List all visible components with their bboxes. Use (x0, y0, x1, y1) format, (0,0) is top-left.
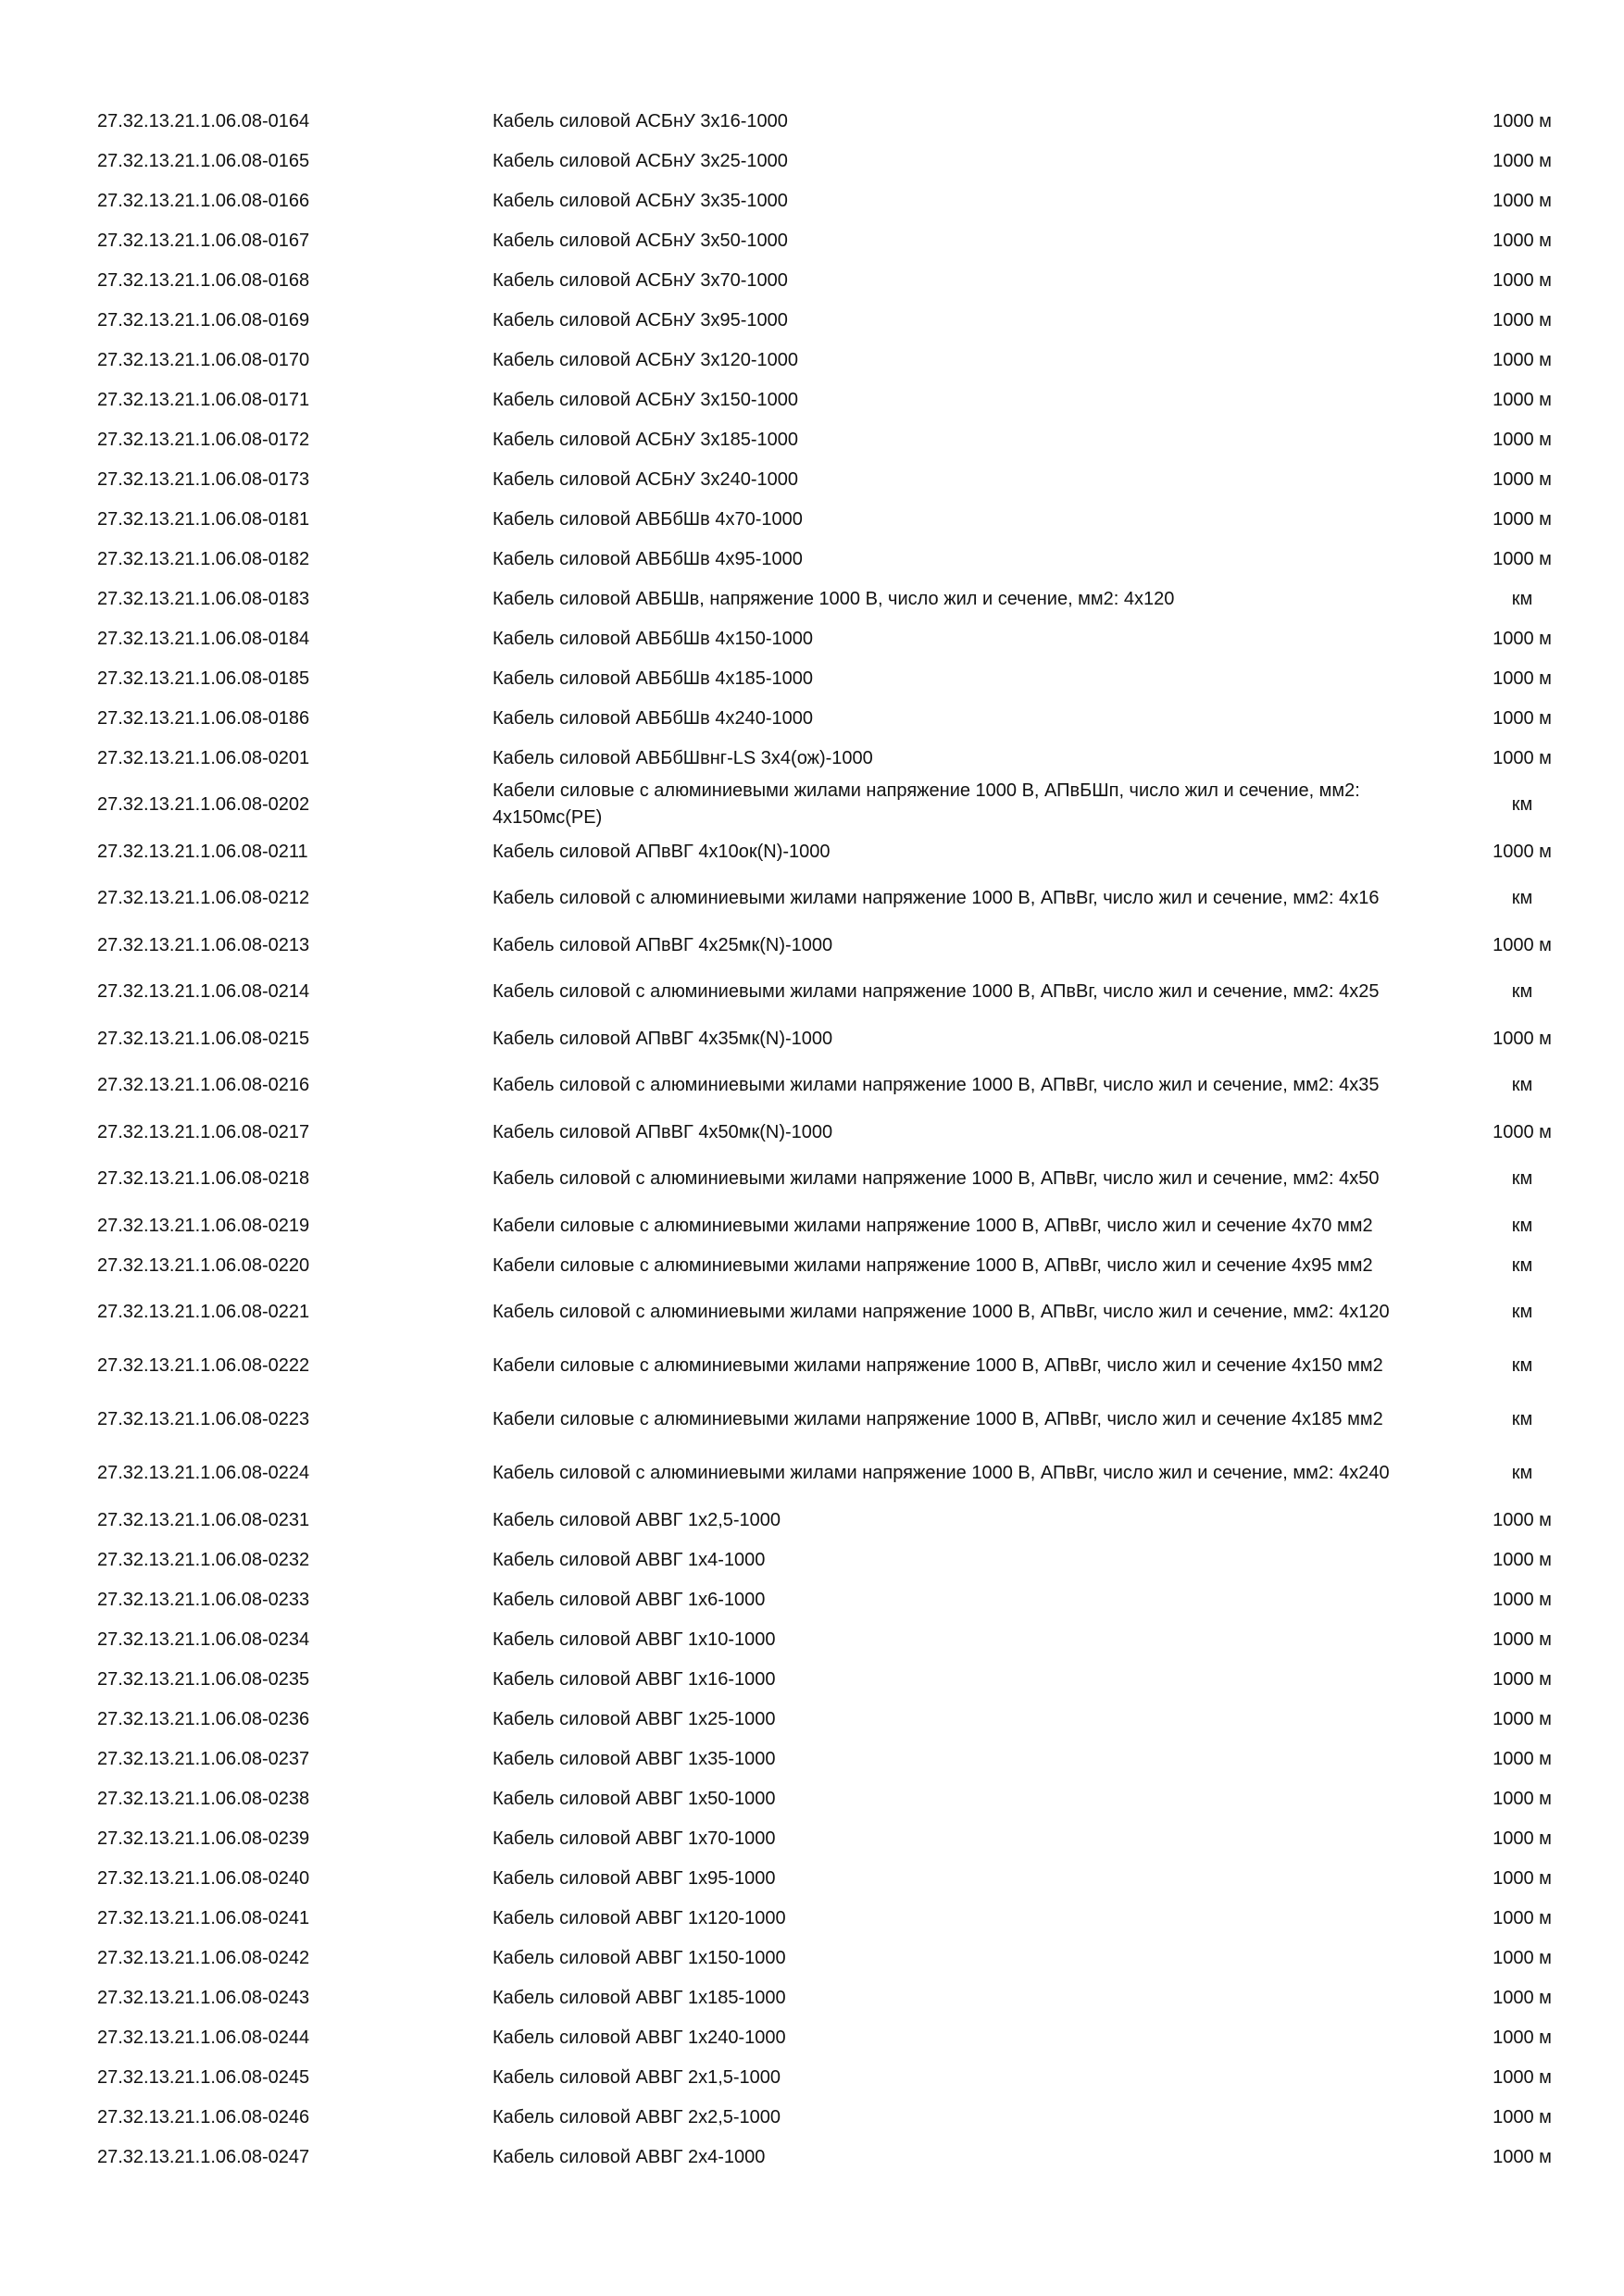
resource-name: Кабель силовой АВВГ 2х4-1000 (493, 2146, 766, 2167)
unit-of-measure: 1000 м (1493, 1628, 1552, 1650)
resource-code: 27.32.13.21.1.06.08-0171 (97, 389, 310, 410)
resource-name: Кабель силовой АСБнУ 3х150-1000 (493, 389, 798, 410)
unit-of-measure: км (1511, 1355, 1533, 1376)
resource-name: Кабель силовой АВВГ 1х240-1000 (493, 2027, 786, 2048)
resource-name: Кабели силовые с алюминиевыми жилами напряжение 1000 В, АПвВг, число жил и сечение 4х95 мм2 (493, 1254, 1373, 1276)
resource-name: Кабель силовой АПвВГ 4х25мк(N)-1000 (493, 934, 833, 955)
resource-name-cell (493, 108, 1465, 134)
unit-of-measure: 1000 м (1493, 2106, 1552, 2128)
resource-code: 27.32.13.21.1.06.08-0212 (97, 888, 310, 908)
unit-of-measure: 1000 м (1493, 1708, 1552, 1729)
resource-name-cell (493, 626, 1465, 652)
resource-name-cell (493, 347, 1465, 373)
resource-name-cell (493, 1166, 1465, 1192)
resource-code: 27.32.13.21.1.06.08-0216 (97, 1075, 310, 1095)
unit-of-measure: 1000 м (1493, 1828, 1552, 1849)
resource-name-cell (493, 1786, 1465, 1812)
table-row (97, 1579, 1579, 1619)
unit-of-measure: 1000 м (1493, 1549, 1552, 1570)
resource-code: 27.32.13.21.1.06.08-0169 (97, 309, 310, 331)
unit-of-measure: 1000 м (1493, 110, 1552, 131)
table-row (97, 1898, 1579, 1938)
resource-name-cell (493, 778, 1465, 831)
resource-code: 27.32.13.21.1.06.08-0235 (97, 1668, 310, 1690)
table-row (97, 1778, 1579, 1818)
resource-name: Кабель силовой АПвВГ 4х35мк(N)-1000 (493, 1028, 833, 1049)
table-row (97, 499, 1579, 539)
resource-name: Кабель силовой с алюминиевыми жилами напряжение 1000 В, АПвВг, число жил и сечение, мм2: 4х16 (493, 887, 1380, 908)
resource-name-cell (493, 1213, 1465, 1239)
resource-code: 27.32.13.21.1.06.08-0166 (97, 190, 310, 211)
resource-name: Кабель силовой АВБбШвнг-LS 3х4(ож)-1000 (493, 747, 873, 768)
resource-name: Кабели силовые с алюминиевыми жилами напряжение 1000 В, АПвВг, число жил и сечение 4х150 мм2 (493, 1354, 1383, 1376)
resource-code: 27.32.13.21.1.06.08-0234 (97, 1628, 310, 1650)
resource-name: Кабели силовые с алюминиевыми жилами напряжение 1000 В, АПвВг, число жил и сечение 4х185 мм2 (493, 1408, 1383, 1429)
unit-of-measure: 1000 м (1493, 349, 1552, 370)
resource-code: 27.32.13.21.1.06.08-0184 (97, 628, 310, 649)
resource-code: 27.32.13.21.1.06.08-0173 (97, 468, 310, 490)
resource-name-cell (493, 586, 1465, 612)
resource-name: Кабель силовой АВВГ 1х2,5-1000 (493, 1509, 781, 1530)
resource-name: Кабели силовые с алюминиевыми жилами напряжение 1000 В, АПвБШп, число жил и сечение, мм2: 4х150мс(PE) (493, 780, 1360, 828)
resource-code: 27.32.13.21.1.06.08-0245 (97, 2066, 310, 2088)
unit-of-measure: км (1511, 1215, 1533, 1236)
unit-of-measure: 1000 м (1493, 934, 1552, 955)
resource-name: Кабель силовой с алюминиевыми жилами напряжение 1000 В, АПвВг, число жил и сечение, мм2: 4х120 (493, 1301, 1390, 1322)
table-row (97, 459, 1579, 499)
table-row (97, 1018, 1579, 1058)
resource-name-cell (493, 268, 1465, 293)
resource-name-cell (493, 2025, 1465, 2051)
resource-name-cell (493, 1746, 1465, 1772)
resource-name: Кабель силовой АВВГ 1х6-1000 (493, 1589, 766, 1610)
resource-code: 27.32.13.21.1.06.08-0164 (97, 110, 310, 131)
table-row (97, 220, 1579, 260)
unit-of-measure: км (1511, 1075, 1533, 1095)
resource-code: 27.32.13.21.1.06.08-0220 (97, 1254, 310, 1276)
unit-of-measure: 1000 м (1493, 841, 1552, 862)
resource-code: 27.32.13.21.1.06.08-0239 (97, 1828, 310, 1849)
table-row (97, 141, 1579, 181)
resource-name-cell (493, 932, 1465, 958)
unit-of-measure: 1000 м (1493, 548, 1552, 569)
unit-of-measure: 1000 м (1493, 628, 1552, 649)
unit-of-measure: км (1511, 794, 1533, 815)
table-row (97, 1245, 1579, 1285)
table-row (97, 658, 1579, 698)
resource-name: Кабель силовой АВБбШв 4х95-1000 (493, 548, 803, 569)
price-list-table (97, 101, 1579, 2177)
resource-name-cell (493, 427, 1465, 453)
unit-of-measure: км (1511, 981, 1533, 1002)
resource-name-cell (493, 839, 1465, 865)
unit-of-measure: 1000 м (1493, 1028, 1552, 1049)
table-row (97, 1152, 1579, 1205)
resource-name-cell (493, 666, 1465, 692)
resource-name: Кабель силовой АСБнУ 3х16-1000 (493, 110, 788, 131)
resource-code: 27.32.13.21.1.06.08-0242 (97, 1947, 310, 1968)
resource-name: Кабель силовой АПвВГ 4х50мк(N)-1000 (493, 1121, 833, 1142)
resource-name: Кабель силовой АВВГ 1х185-1000 (493, 1987, 786, 2008)
resource-code: 27.32.13.21.1.06.08-0240 (97, 1867, 310, 1889)
resource-name-cell (493, 1253, 1465, 1279)
unit-of-measure: км (1511, 888, 1533, 908)
table-row (97, 260, 1579, 300)
resource-name-cell (493, 1587, 1465, 1613)
resource-name: Кабель силовой АВБбШв 4х150-1000 (493, 628, 813, 649)
unit-of-measure: 1000 м (1493, 2027, 1552, 2048)
unit-of-measure: 1000 м (1493, 1788, 1552, 1809)
resource-name: Кабель силовой АСБнУ 3х95-1000 (493, 309, 788, 331)
unit-of-measure: 1000 м (1493, 2066, 1552, 2088)
resource-code: 27.32.13.21.1.06.08-0182 (97, 548, 310, 569)
table-row (97, 181, 1579, 220)
resource-name: Кабель силовой с алюминиевыми жилами напряжение 1000 В, АПвВг, число жил и сечение, мм2: 4х25 (493, 980, 1380, 1002)
resource-name-cell (493, 1905, 1465, 1931)
table-row (97, 1818, 1579, 1858)
resource-code: 27.32.13.21.1.06.08-0233 (97, 1589, 310, 1610)
unit-of-measure: 1000 м (1493, 429, 1552, 450)
unit-of-measure: км (1511, 1168, 1533, 1189)
resource-name: Кабели силовые с алюминиевыми жилами напряжение 1000 В, АПвВг, число жил и сечение 4х70 мм2 (493, 1215, 1373, 1236)
table-row (97, 1392, 1579, 1446)
resource-code: 27.32.13.21.1.06.08-0238 (97, 1788, 310, 1809)
unit-of-measure: 1000 м (1493, 1907, 1552, 1928)
resource-code: 27.32.13.21.1.06.08-0219 (97, 1215, 310, 1236)
table-row (97, 1112, 1579, 1152)
resource-name-cell (493, 1072, 1465, 1099)
resource-code: 27.32.13.21.1.06.08-0218 (97, 1168, 310, 1189)
resource-code: 27.32.13.21.1.06.08-0247 (97, 2146, 310, 2167)
unit-of-measure: 1000 м (1493, 1589, 1552, 1610)
resource-code: 27.32.13.21.1.06.08-0217 (97, 1121, 310, 1142)
table-row (97, 925, 1579, 965)
resource-name: Кабель силовой АСБнУ 3х185-1000 (493, 429, 798, 450)
resource-code: 27.32.13.21.1.06.08-0201 (97, 747, 310, 768)
resource-code: 27.32.13.21.1.06.08-0215 (97, 1028, 310, 1049)
resource-name: Кабель силовой АСБнУ 3х35-1000 (493, 190, 788, 211)
unit-of-measure: км (1511, 1463, 1533, 1483)
unit-of-measure: 1000 м (1493, 1987, 1552, 2008)
resource-name: Кабель силовой АСБнУ 3х240-1000 (493, 468, 798, 490)
resource-name-cell (493, 885, 1465, 912)
table-row (97, 1540, 1579, 1579)
table-row (97, 965, 1579, 1018)
resource-name-cell (493, 2065, 1465, 2090)
resource-name-cell (493, 745, 1465, 771)
resource-code: 27.32.13.21.1.06.08-0181 (97, 508, 310, 530)
table-row (97, 2017, 1579, 2057)
unit-of-measure: 1000 м (1493, 269, 1552, 291)
unit-of-measure: 1000 м (1493, 1668, 1552, 1690)
resource-name-cell (493, 467, 1465, 493)
unit-of-measure: 1000 м (1493, 1121, 1552, 1142)
table-row (97, 2057, 1579, 2097)
table-row (97, 1938, 1579, 1978)
resource-code: 27.32.13.21.1.06.08-0211 (97, 841, 308, 862)
resource-code: 27.32.13.21.1.06.08-0167 (97, 230, 310, 251)
resource-name: Кабель силовой АВВГ 1х120-1000 (493, 1907, 786, 1928)
resource-code: 27.32.13.21.1.06.08-0232 (97, 1549, 310, 1570)
table-row (97, 738, 1579, 778)
resource-name: Кабель силовой АВВГ 1х16-1000 (493, 1668, 776, 1690)
table-row (97, 380, 1579, 419)
table-row (97, 778, 1579, 831)
resource-code: 27.32.13.21.1.06.08-0170 (97, 349, 310, 370)
resource-name-cell (493, 1985, 1465, 2011)
resource-name: Кабель силовой АВВГ 1х50-1000 (493, 1788, 776, 1809)
resource-name-cell (493, 2104, 1465, 2130)
resource-code: 27.32.13.21.1.06.08-0241 (97, 1907, 310, 1928)
resource-name-cell (493, 2144, 1465, 2170)
resource-name: Кабель силовой АВВГ 2х1,5-1000 (493, 2066, 781, 2088)
resource-name-cell (493, 1406, 1465, 1433)
resource-name: Кабель силовой АСБнУ 3х25-1000 (493, 150, 788, 171)
unit-of-measure: 1000 м (1493, 389, 1552, 410)
resource-name: Кабель силовой АСБнУ 3х50-1000 (493, 230, 788, 251)
resource-code: 27.32.13.21.1.06.08-0244 (97, 2027, 310, 2048)
resource-name: Кабель силовой АВБбШв 4х240-1000 (493, 707, 813, 729)
resource-name-cell (493, 979, 1465, 1005)
unit-of-measure: 1000 м (1493, 668, 1552, 689)
table-row (97, 1858, 1579, 1898)
resource-code: 27.32.13.21.1.06.08-0172 (97, 429, 310, 450)
resource-code: 27.32.13.21.1.06.08-0237 (97, 1748, 310, 1769)
resource-name: Кабель силовой АВВГ 1х150-1000 (493, 1947, 786, 1968)
table-row (97, 1446, 1579, 1500)
resource-name-cell (493, 1866, 1465, 1891)
resource-code: 27.32.13.21.1.06.08-0236 (97, 1708, 310, 1729)
unit-of-measure: 1000 м (1493, 1947, 1552, 1968)
table-row (97, 871, 1579, 925)
resource-code: 27.32.13.21.1.06.08-0231 (97, 1509, 310, 1530)
resource-name-cell (493, 387, 1465, 413)
resource-name: Кабель силовой АВБШв, напряжение 1000 В, число жил и сечение, мм2: 4х120 (493, 588, 1175, 609)
resource-name: Кабель силовой с алюминиевыми жилами напряжение 1000 В, АПвВг, число жил и сечение, мм2: 4х240 (493, 1462, 1390, 1483)
unit-of-measure: км (1511, 1254, 1533, 1276)
table-row (97, 300, 1579, 340)
resource-name: Кабель силовой АВВГ 1х4-1000 (493, 1549, 766, 1570)
resource-name-cell (493, 1547, 1465, 1573)
resource-name: Кабель силовой АПвВГ 4х10ок(N)-1000 (493, 841, 831, 862)
resource-code: 27.32.13.21.1.06.08-0243 (97, 1987, 310, 2008)
resource-name-cell (493, 546, 1465, 572)
resource-name: Кабель силовой АВВГ 2х2,5-1000 (493, 2106, 781, 2128)
resource-code: 27.32.13.21.1.06.08-0202 (97, 794, 310, 815)
resource-name: Кабель силовой АСБнУ 3х70-1000 (493, 269, 788, 291)
table-row (97, 698, 1579, 738)
resource-name: Кабель силовой АВБбШв 4х185-1000 (493, 668, 813, 689)
resource-name-cell (493, 1826, 1465, 1852)
table-row (97, 1058, 1579, 1112)
resource-name: Кабель силовой АВВГ 1х35-1000 (493, 1748, 776, 1769)
table-row (97, 1619, 1579, 1659)
unit-of-measure: 1000 м (1493, 230, 1552, 251)
resource-name-cell (493, 307, 1465, 333)
unit-of-measure: км (1511, 1409, 1533, 1429)
resource-name-cell (493, 1627, 1465, 1653)
table-row (97, 1659, 1579, 1699)
resource-name: Кабель силовой АВВГ 1х95-1000 (493, 1867, 776, 1889)
table-row (97, 1500, 1579, 1540)
table-row (97, 1205, 1579, 1245)
table-row (97, 419, 1579, 459)
resource-name: Кабель силовой АВВГ 1х10-1000 (493, 1628, 776, 1650)
resource-name: Кабель силовой АВВГ 1х70-1000 (493, 1828, 776, 1849)
table-row (97, 1339, 1579, 1392)
unit-of-measure: км (1511, 1302, 1533, 1322)
resource-code: 27.32.13.21.1.06.08-0214 (97, 981, 310, 1002)
resource-code: 27.32.13.21.1.06.08-0165 (97, 150, 310, 171)
resource-name-cell (493, 1945, 1465, 1971)
unit-of-measure: 1000 м (1493, 508, 1552, 530)
unit-of-measure: 1000 м (1493, 190, 1552, 211)
resource-code: 27.32.13.21.1.06.08-0246 (97, 2106, 310, 2128)
table-row (97, 831, 1579, 871)
table-row (97, 101, 1579, 141)
unit-of-measure: 1000 м (1493, 1509, 1552, 1530)
resource-code: 27.32.13.21.1.06.08-0183 (97, 588, 310, 609)
resource-name: Кабель силовой АВБбШв 4х70-1000 (493, 508, 803, 530)
resource-code: 27.32.13.21.1.06.08-0223 (97, 1409, 310, 1429)
table-row (97, 579, 1579, 618)
resource-name-cell (493, 1299, 1465, 1326)
resource-name-cell (493, 1507, 1465, 1533)
table-row (97, 539, 1579, 579)
resource-name: Кабель силовой с алюминиевыми жилами напряжение 1000 В, АПвВг, число жил и сечение, мм2: 4х35 (493, 1074, 1380, 1095)
resource-name-cell (493, 1460, 1465, 1487)
table-row (97, 1699, 1579, 1739)
resource-name-cell (493, 188, 1465, 214)
resource-code: 27.32.13.21.1.06.08-0213 (97, 934, 310, 955)
table-row (97, 618, 1579, 658)
resource-name-cell (493, 228, 1465, 254)
table-row (97, 2137, 1579, 2177)
resource-code: 27.32.13.21.1.06.08-0222 (97, 1355, 310, 1376)
resource-code: 27.32.13.21.1.06.08-0186 (97, 707, 310, 729)
unit-of-measure: 1000 м (1493, 707, 1552, 729)
resource-name-cell (493, 1706, 1465, 1732)
resource-name-cell (493, 1026, 1465, 1052)
resource-name: Кабель силовой АВВГ 1х25-1000 (493, 1708, 776, 1729)
table-row (97, 1978, 1579, 2017)
table-row (97, 2097, 1579, 2137)
unit-of-measure: 1000 м (1493, 309, 1552, 331)
resource-name-cell (493, 705, 1465, 731)
table-row (97, 1739, 1579, 1778)
table-row (97, 340, 1579, 380)
unit-of-measure: 1000 м (1493, 2146, 1552, 2167)
unit-of-measure: 1000 м (1493, 150, 1552, 171)
resource-code: 27.32.13.21.1.06.08-0221 (97, 1302, 310, 1322)
resource-code: 27.32.13.21.1.06.08-0224 (97, 1463, 310, 1483)
unit-of-measure: 1000 м (1493, 468, 1552, 490)
resource-name-cell (493, 506, 1465, 532)
resource-name: Кабель силовой АСБнУ 3х120-1000 (493, 349, 798, 370)
unit-of-measure: 1000 м (1493, 1748, 1552, 1769)
resource-name-cell (493, 1119, 1465, 1145)
unit-of-measure: км (1511, 588, 1533, 609)
resource-name: Кабель силовой с алюминиевыми жилами напряжение 1000 В, АПвВг, число жил и сечение, мм2: 4х50 (493, 1167, 1380, 1189)
unit-of-measure: 1000 м (1493, 747, 1552, 768)
resource-name-cell (493, 1666, 1465, 1692)
resource-code: 27.32.13.21.1.06.08-0168 (97, 269, 310, 291)
unit-of-measure: 1000 м (1493, 1867, 1552, 1889)
resource-name-cell (493, 1353, 1465, 1379)
resource-code: 27.32.13.21.1.06.08-0185 (97, 668, 310, 689)
resource-name-cell (493, 148, 1465, 174)
table-row (97, 1285, 1579, 1339)
